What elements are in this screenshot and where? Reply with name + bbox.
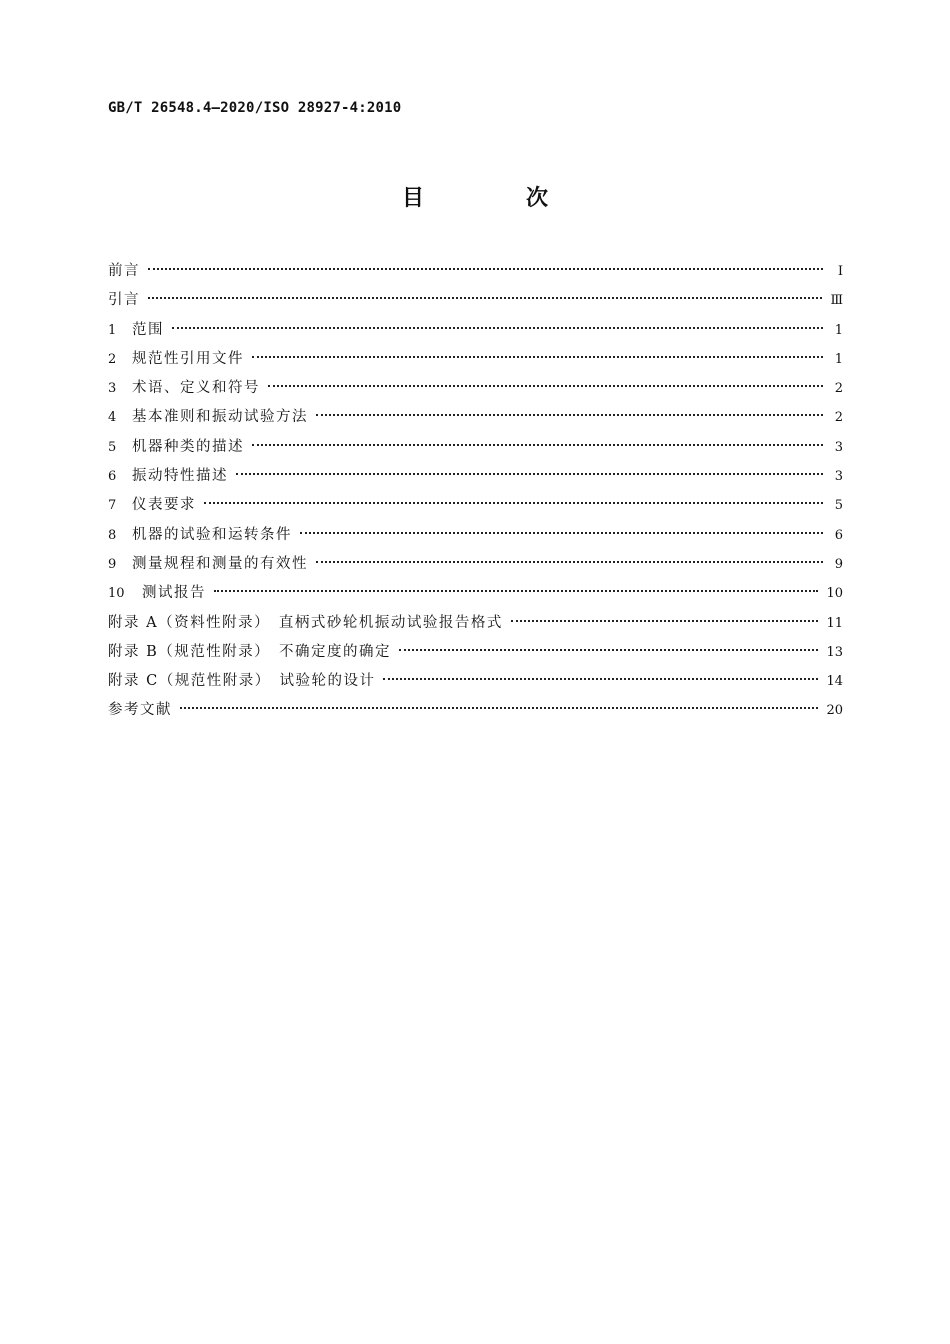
toc-entry-label: 术语、定义和符号 (132, 380, 260, 397)
toc-entry-number: 7 (108, 498, 117, 514)
toc-entry-label: 附录 C（规范性附录） 试验轮的设计 (108, 673, 376, 690)
toc-entry-number: 9 (108, 556, 117, 572)
dot-leader (383, 678, 818, 680)
toc-entry-label: 参考文献 (108, 702, 172, 719)
toc-entry-label: 范围 (132, 321, 164, 338)
toc-entry-page: 1 (834, 322, 843, 338)
toc-entry-label: 规范性引用文件 (132, 350, 244, 367)
dot-leader (180, 707, 818, 709)
toc-entry-label: 机器的试验和运转条件 (132, 526, 292, 543)
toc-entry-annex-c[interactable] (108, 667, 843, 696)
dot-leader (204, 502, 823, 504)
toc-entry-number: 8 (108, 527, 117, 543)
toc-entry-page: 9 (834, 556, 843, 572)
page-title: 目 次 (401, 186, 588, 211)
toc-entry-label: 测试报告 (142, 585, 206, 602)
toc-entry-page: 1 (834, 351, 843, 367)
toc-entry-page: 2 (834, 410, 843, 426)
toc-entry-page: 3 (834, 469, 843, 485)
toc-entry-number: 5 (108, 439, 117, 455)
toc-entry-5[interactable] (108, 433, 843, 462)
toc-entry-1[interactable] (108, 316, 843, 345)
toc-entry-page: Ⅰ (837, 264, 843, 279)
toc-entry-foreword[interactable] (108, 257, 843, 286)
toc-entry-page: 2 (834, 381, 843, 397)
toc-entry-label: 测量规程和测量的有效性 (132, 555, 308, 572)
toc-entry-3[interactable] (108, 374, 843, 403)
toc-entry-annex-b[interactable] (108, 638, 843, 667)
toc-entry-number: 2 (108, 351, 117, 367)
toc-entry-introduction[interactable] (108, 286, 843, 315)
toc-entry-annex-a[interactable] (108, 609, 843, 638)
toc-entry-4[interactable] (108, 403, 843, 432)
toc-entry-9[interactable] (108, 550, 843, 579)
dot-leader (172, 327, 823, 329)
dot-leader (316, 561, 823, 563)
toc-entry-bibliography[interactable] (108, 696, 843, 725)
toc-entry-label: 附录 A（资料性附录） 直柄式砂轮机振动试验报告格式 (108, 614, 503, 631)
toc-entry-10[interactable] (108, 579, 843, 608)
dot-leader (252, 444, 823, 446)
toc-entry-number: 4 (108, 410, 117, 426)
dot-leader (316, 414, 823, 416)
toc-entry-label: 前言 (108, 263, 140, 279)
toc-entry-number: 10 (108, 586, 125, 602)
toc-entry-page: 10 (826, 586, 843, 602)
toc-entry-label: 引言 (108, 292, 140, 309)
toc-entry-page: 20 (826, 703, 843, 719)
toc-entry-number: 6 (108, 469, 117, 485)
toc-entry-page: 13 (826, 644, 843, 660)
toc-entry-page: 3 (834, 439, 843, 455)
toc-entry-8[interactable] (108, 521, 843, 550)
standard-code: GB/T 26548.4—2020/ISO 28927-4:2010 (108, 100, 402, 116)
toc-entry-page: Ⅲ (830, 293, 843, 309)
toc-entry-number: 3 (108, 381, 117, 397)
toc-entry-page: 11 (826, 615, 843, 631)
toc-entry-label: 仪表要求 (132, 497, 196, 514)
dot-leader (511, 620, 819, 622)
toc-entry-label: 附录 B（规范性附录） 不确定度的确定 (108, 643, 392, 660)
table-of-contents (108, 257, 843, 726)
dot-leader (268, 385, 823, 387)
dot-leader (252, 356, 823, 358)
toc-entry-number: 1 (108, 322, 117, 338)
dot-leader (300, 532, 823, 534)
toc-entry-label: 基本准则和振动试验方法 (132, 409, 308, 426)
toc-entry-7[interactable] (108, 491, 843, 520)
toc-entry-page: 14 (826, 674, 843, 690)
dot-leader (236, 473, 823, 475)
dot-leader (399, 649, 818, 651)
toc-entry-page: 5 (834, 498, 843, 514)
dot-leader (214, 590, 818, 592)
toc-entry-6[interactable] (108, 462, 843, 491)
dot-leader (148, 297, 822, 299)
dot-leader (148, 268, 823, 270)
toc-entry-page: 6 (834, 527, 843, 543)
toc-entry-2[interactable] (108, 345, 843, 374)
toc-entry-label: 振动特性描述 (132, 468, 228, 485)
toc-entry-label: 机器种类的描述 (132, 438, 244, 455)
